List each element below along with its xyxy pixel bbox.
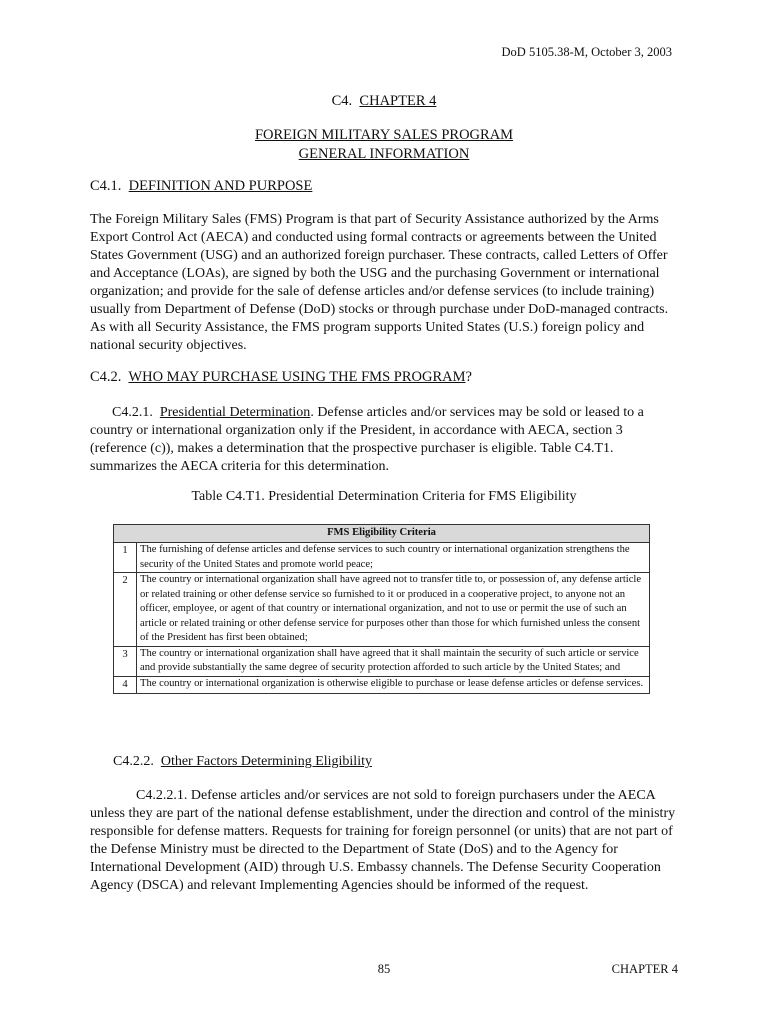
eligibility-criteria-table bbox=[113, 524, 650, 694]
document-title bbox=[0, 126, 768, 164]
criteria-number: 2 bbox=[114, 573, 137, 647]
subsection-title: Presidential Determination bbox=[159, 405, 311, 420]
footer-chapter: CHAPTER 4 bbox=[611, 962, 678, 976]
criteria-number: 1 bbox=[114, 543, 137, 573]
criteria-number: 3 bbox=[114, 646, 137, 676]
subsection-number: C4.2.2. bbox=[113, 754, 154, 769]
chapter-number: C4. bbox=[331, 93, 353, 109]
document-title-line-1: FOREIGN MILITARY SALES PROGRAM bbox=[254, 127, 514, 143]
subsection-body: . Defense articles and/or services may be sold or leased to a country or international organization only if the President, in accordance with AECA, section 3 (reference (c)), makes a determination that the prospective purchaser is eligible. Table C4.T1. summarizes the AECA criteria for this determination. bbox=[90, 405, 644, 474]
table-row bbox=[114, 676, 650, 694]
other-factors-paragraph: C4.2.2.1. Defense articles and/or services are not sold to foreign purchasers under the AECA unless they are part of the national defense establishment, under the direction and control of the ministry responsible for defense matters. Requests for training for foreign personnel (or units) that are not part of the Defense Ministry must be directed to the Department of State (DoS) and to the Agency for International Development (AID) through U.S. Embassy channels. The Defense Security Cooperation Agency (DSCA) and relevant Implementing Agencies should be informed of the request. bbox=[90, 788, 676, 893]
section-title: DEFINITION AND PURPOSE bbox=[128, 178, 313, 194]
table-row bbox=[114, 573, 650, 647]
table-row bbox=[114, 646, 650, 676]
document-reference: DoD 5105.38-M, October 3, 2003 bbox=[501, 45, 672, 59]
criteria-text: The country or international organization is otherwise eligible to purchase or lease defense articles or defense services. bbox=[137, 676, 650, 694]
subsection-number: C4.2.1. bbox=[112, 405, 153, 420]
chapter-heading bbox=[0, 93, 768, 110]
presidential-determination-paragraph bbox=[90, 404, 680, 476]
definition-paragraph: The Foreign Military Sales (FMS) Program is that part of Security Assistance authorized by the Arms Export Control Act (AECA) and conducted using formal contracts or agreements between the United States Government (USG) and an authorized foreign purchaser. These contracts, called Letters of Offer and Acceptance (LOAs), are signed by both the USG and the purchasing Government or international organization; and provide for the sale of defense articles and/or defense services (to include training) usually from Department of Defense (DoD) stocks or through purchase under DoD-managed contracts. As with all Security Assistance, the FMS program supports United States (U.S.) foreign policy and national security objectives. bbox=[90, 212, 669, 353]
section-number: C4.1. bbox=[90, 178, 122, 194]
criteria-text: The furnishing of defense articles and defense services to such country or international organization strengthens the security of the United States and promote world peace; bbox=[137, 543, 650, 573]
section-heading-c41 bbox=[90, 178, 312, 195]
table-row bbox=[114, 543, 650, 573]
table-caption: Table C4.T1. Presidential Determination Criteria for FMS Eligibility bbox=[191, 489, 577, 504]
table-header: FMS Eligibility Criteria bbox=[114, 525, 650, 543]
chapter-title: CHAPTER 4 bbox=[359, 93, 437, 109]
section-title: WHO MAY PURCHASE USING THE FMS PROGRAM bbox=[128, 369, 466, 385]
document-title-line-2: GENERAL INFORMATION bbox=[298, 146, 470, 162]
criteria-number: 4 bbox=[114, 676, 137, 694]
section-number: C4.2. bbox=[90, 369, 122, 385]
subsection-heading-c422 bbox=[113, 754, 372, 770]
subsection-title: Other Factors Determining Eligibility bbox=[160, 754, 372, 769]
page-number: 85 bbox=[377, 962, 391, 976]
section-title-suffix: ? bbox=[465, 369, 472, 385]
criteria-text: The country or international organization shall have agreed that it shall maintain the security of such article or service and provide substantially the same degree of security protection afforded to such article by the United States; and bbox=[137, 646, 650, 676]
criteria-text: The country or international organization shall have agreed not to transfer title to, or possession of, any defense article or related training or other defense service so furnished to it or produced in a cooperative project, to anyone not an officer, employee, or agent of that country or international organization, and not to use or permit the use of such an article or related training or other defense service for purposes other than those for which furnished unless the consent of the President has first been obtained; bbox=[137, 573, 650, 647]
table-header-row bbox=[114, 525, 650, 543]
section-heading-c42 bbox=[90, 369, 472, 386]
